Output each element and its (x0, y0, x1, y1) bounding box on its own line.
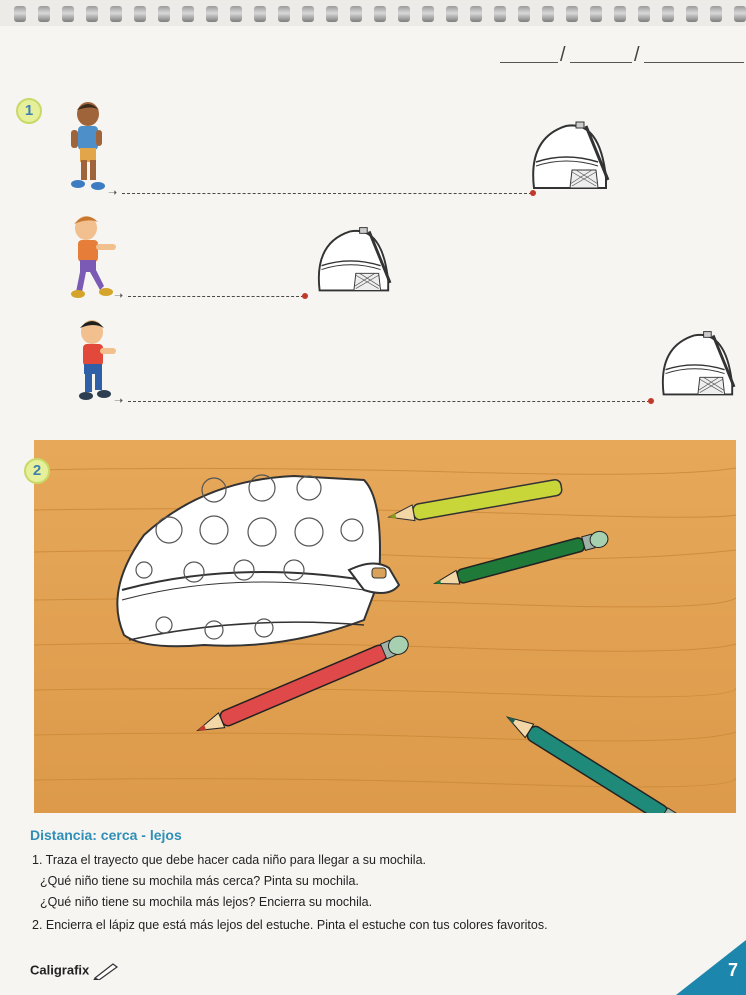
spiral-ring (494, 6, 506, 22)
spiral-ring (710, 6, 722, 22)
date-separator: / (560, 44, 566, 66)
boy-icon (62, 100, 112, 195)
spiral-ring (398, 6, 410, 22)
instruction-line: ¿Qué niño tiene su mochila más cerca? Pinta su mochila. (40, 874, 359, 888)
spiral-ring (206, 6, 218, 22)
spiral-ring (350, 6, 362, 22)
desk-scene (34, 440, 736, 813)
boy-icon (70, 318, 120, 402)
spiral-ring (470, 6, 482, 22)
spiral-ring (734, 6, 746, 22)
backpack-icon[interactable] (526, 118, 610, 194)
spiral-ring (590, 6, 602, 22)
spiral-ring (638, 6, 650, 22)
spiral-ring (326, 6, 338, 22)
date-line-month[interactable] (570, 62, 632, 63)
spiral-binding (0, 0, 746, 26)
trace-path[interactable] (128, 296, 304, 297)
spiral-ring (158, 6, 170, 22)
backpack-icon[interactable] (656, 326, 736, 402)
date-line-year[interactable] (644, 62, 744, 63)
spiral-ring (134, 6, 146, 22)
brand-name: Caligrafix (30, 962, 90, 978)
spiral-ring (38, 6, 50, 22)
spiral-ring (230, 6, 242, 22)
spiral-ring (518, 6, 530, 22)
trace-end-dot (648, 398, 654, 404)
date-line-day[interactable] (500, 62, 558, 63)
spiral-ring (278, 6, 290, 22)
spiral-ring (302, 6, 314, 22)
instruction-line: ¿Qué niño tiene su mochila más lejos? Encierra su mochila. (40, 895, 373, 909)
section-title: Distancia: cerca - lejos (30, 827, 182, 843)
trace-path[interactable] (122, 193, 532, 194)
spiral-ring (446, 6, 458, 22)
trace-end-dot (302, 293, 308, 299)
boy-icon (66, 214, 120, 300)
spiral-ring (374, 6, 386, 22)
backpack-icon[interactable] (312, 222, 392, 298)
pencil-logo-icon (93, 962, 119, 980)
trace-path[interactable] (128, 401, 650, 402)
spiral-ring (422, 6, 434, 22)
spiral-ring (62, 6, 74, 22)
spiral-ring (686, 6, 698, 22)
start-arrow: ➝ (114, 395, 124, 407)
spiral-ring (14, 6, 26, 22)
exercise-number-badge: 1 (16, 98, 42, 124)
brand-logo (30, 962, 119, 980)
spiral-ring (566, 6, 578, 22)
page-number: 7 (727, 960, 738, 980)
instruction-line: 1. Traza el trayecto que debe hacer cada niño para llegar a su mochila. (32, 853, 426, 867)
spiral-ring (614, 6, 626, 22)
spiral-ring (254, 6, 266, 22)
instruction-line: 2. Encierra el lápiz que está más lejos del estuche. Pinta el estuche con tus colores favoritos. (32, 918, 548, 932)
spiral-ring (182, 6, 194, 22)
spiral-ring (542, 6, 554, 22)
exercise-number-badge: 2 (24, 458, 50, 484)
date-separator: / (634, 44, 640, 66)
spiral-ring (662, 6, 674, 22)
start-arrow: ➝ (114, 290, 124, 302)
spiral-ring (110, 6, 122, 22)
start-arrow: ➝ (108, 187, 118, 199)
spiral-ring (86, 6, 98, 22)
